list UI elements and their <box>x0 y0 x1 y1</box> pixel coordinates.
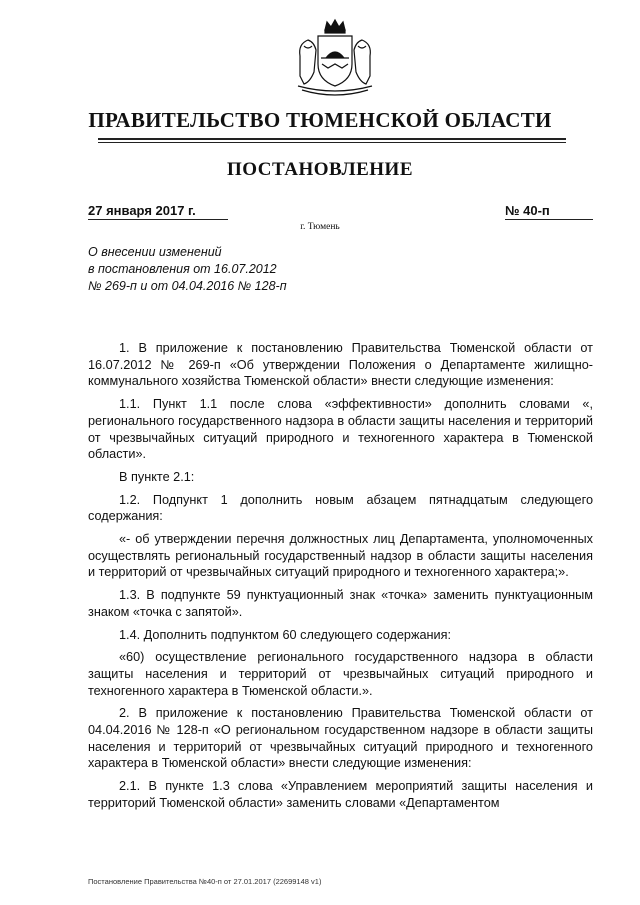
document-subject <box>88 244 388 295</box>
document-footer: Постановление Правительства №40-п от 27.01.2017 (22699148 v1) <box>88 877 322 886</box>
paragraph: 1.1. Пункт 1.1 после слова «эффективности» дополнить словами «, регионального государственного надзора в области защиты населения и территорий от чрезвычайных ситуаций природного и техногенного характера в Тюменской области». <box>88 397 593 462</box>
coat-of-arms-icon <box>290 16 380 101</box>
title-rule-thin <box>98 142 566 143</box>
paragraph: В пункте 2.1: <box>119 469 195 484</box>
paragraph: 1.2. Подпункт 1 дополнить новым абзацем пятнадцатым следующего содержания: <box>88 492 593 524</box>
document-body <box>88 340 593 818</box>
paragraph: 2. В приложение к постановлению Правительства Тюменской области от 04.04.2016 № 128-п «О региональном государственном надзоре в области защиты населения и территорий от чрезвычайных ситуаций природного и техногенного характера в Тюменской области» внести следующие изменения: <box>88 706 593 771</box>
paragraph: 1.3. В подпункте 59 пунктуационный знак «точка» заменить пунктуационным знаком «точка с запятой». <box>88 588 593 619</box>
subject-line: О внесении изменений <box>88 245 222 259</box>
document-date: 27 января 2017 г. <box>88 203 228 220</box>
paragraph: 1.4. Дополнить подпунктом 60 следующего содержания: <box>119 627 452 642</box>
paragraph: «60) осуществление регионального государственного надзора в области защиты населения и территорий от чрезвычайных ситуаций природного и техногенного характера в Тюменской области.». <box>88 650 593 698</box>
government-title: ПРАВИТЕЛЬСТВО ТЮМЕНСКОЙ ОБЛАСТИ <box>88 108 552 132</box>
document-type: ПОСТАНОВЛЕНИЕ <box>226 159 414 180</box>
subject-line: в постановления от 16.07.2012 <box>88 262 277 276</box>
title-rule-thick <box>98 138 566 140</box>
subject-line: № 269-п и от 04.04.2016 № 128-п <box>88 279 287 293</box>
paragraph: «- об утверждении перечня должностных лиц Департамента, уполномоченных осуществлять региональный государственный надзор в области защиты населения и территорий от чрезвычайных ситуаций природного и техногенного характера;». <box>88 532 593 580</box>
paragraph: 2.1. В пункте 1.3 слова «Управлением мероприятий защиты населения и территорий Тюменской области» заменить словами «Департаментом <box>88 779 593 810</box>
document-number: № 40-п <box>505 203 593 220</box>
paragraph: 1. В приложение к постановлению Правительства Тюменской области от 16.07.2012 № 269-п «Об утверждении Положения о Департаменте жилищно-коммунального хозяйства Тюменской области» внести следующие изменения: <box>88 341 593 389</box>
document-city: г. Тюмень <box>300 222 340 232</box>
